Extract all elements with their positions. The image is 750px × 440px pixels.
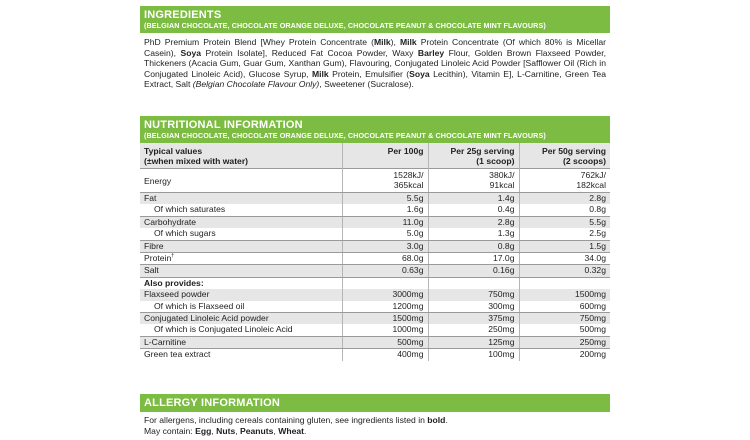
table-row (140, 301, 610, 313)
allergy-segment: Nuts (216, 426, 236, 436)
energy-per-25g: 380kJ/ 91kcal (428, 169, 519, 193)
typical-values-note: (±when mixed with water) (144, 156, 249, 166)
energy-per-50g: 762kJ/ 182kcal (519, 169, 610, 193)
value-per-25g: 1.3g (428, 228, 519, 240)
ingredient-segment: Barley (417, 47, 445, 58)
ingredient-segment: Lecithin), Vitamin E], L-Carnitine, Green Tea Extract, Salt (144, 68, 606, 90)
ingredients-header (140, 6, 610, 33)
per-50g-scoops: (2 scoops) (563, 156, 606, 166)
table-row (140, 253, 610, 265)
value-per-100g: 68.0g (342, 253, 428, 265)
value-per-25g: 1.4g (428, 193, 519, 205)
table-row (140, 240, 610, 252)
allergy-line-may-contain (144, 426, 606, 437)
value-per-100g: 500mg (342, 336, 428, 348)
empty-cell (428, 277, 519, 289)
table-row (140, 336, 610, 348)
nutrition-section (140, 116, 610, 361)
allergy-segment: . (304, 426, 307, 436)
ingredients-section (140, 6, 610, 90)
allergy-title: ALLERGY INFORMATION (144, 397, 280, 409)
ingredient-segment: Soya (409, 68, 430, 79)
table-row (140, 204, 610, 216)
allergy-header (140, 394, 610, 412)
ingredient-segment: Flour, Golden Brown Flaxseed Powder, Thickeners (Acacia Gum, Guar Gum, Xanthan Gum), Flavouring, Conjugated Linoleic Acid Powder [Safflower Oil (Rich in Conjugated Linoleic Acid), Glucose Syrup, (144, 47, 606, 79)
nutrition-header (140, 116, 610, 143)
table-row (140, 289, 610, 300)
value-per-25g: 300mg (428, 301, 519, 313)
nutrition-table (140, 143, 610, 361)
nutrition-subtitle: (BELGIAN CHOCOLATE, CHOCOLATE ORANGE DELUXE, CHOCOLATE PEANUT & CHOCOLATE MINT FLAVOURS) (144, 131, 546, 140)
ingredient-segment: ), (390, 37, 400, 47)
value-per-100g: 1200mg (342, 301, 428, 313)
value-per-25g: 0.4g (428, 204, 519, 216)
nutrition-table-header (140, 143, 610, 169)
allergy-text (140, 412, 610, 440)
empty-cell (519, 277, 610, 289)
row-label: Salt (140, 265, 342, 277)
per-100g-label: Per 100g (387, 146, 424, 156)
ingredient-segment: Protein Isolate], Reduced Fat Cocoa Powder, Waxy (201, 47, 418, 58)
ingredient-segment: Protein, Emulsifier ( (328, 68, 410, 79)
value-per-100g: 1000mg (342, 324, 428, 336)
allergy-segment: bold (427, 415, 446, 425)
value-per-100g: 0.63g (342, 265, 428, 277)
row-label: Carbohydrate (144, 216, 197, 227)
ingredient-segment: Soya (180, 47, 202, 58)
allergy-segment: Egg (195, 426, 212, 436)
ingredient-segment: Milk (373, 37, 391, 47)
allergy-segment: , (235, 426, 241, 436)
value-per-50g: 0.32g (519, 265, 610, 277)
value-per-25g: 17.0g (428, 253, 519, 265)
row-label: Green tea extract (144, 349, 211, 360)
per-50g-label: Per 50g serving (541, 146, 606, 156)
value-per-50g: 5.5g (519, 216, 610, 228)
ingredient-segment: , Sweetener (Sucralose). (319, 79, 414, 90)
value-per-50g: 600mg (519, 301, 610, 313)
value-per-100g: 3000mg (342, 289, 428, 300)
value-per-100g: 5.5g (342, 193, 428, 205)
value-per-25g: 2.8g (428, 216, 519, 228)
allergy-segment: For allergens, including cereals containing gluten, see ingredients listed in (144, 415, 428, 425)
value-per-25g: 0.16g (428, 265, 519, 277)
ingredient-segment: Milk (399, 37, 417, 47)
value-per-50g: 500mg (519, 324, 610, 336)
allergy-segment: Wheat (278, 426, 305, 436)
row-label: Energy (140, 169, 342, 193)
energy-per-100g: 1528kJ/ 365kcal (342, 169, 428, 193)
allergy-segment: Peanuts (240, 426, 274, 436)
value-per-50g: 200mg (519, 349, 610, 361)
table-row (140, 349, 610, 361)
value-per-25g: 250mg (428, 324, 519, 336)
value-per-100g: 5.0g (342, 228, 428, 240)
typical-values-header (140, 143, 342, 169)
table-row (140, 228, 610, 240)
value-per-100g: 1500mg (342, 313, 428, 325)
row-label: Of which sugars (140, 228, 342, 240)
value-per-100g: 400mg (342, 349, 428, 361)
allergy-segment: , (273, 426, 279, 436)
ingredient-segment: (Belgian Chocolate Flavour Only) (192, 79, 320, 90)
allergy-segment: . (445, 415, 448, 425)
ingredients-subtitle: (BELGIAN CHOCOLATE, CHOCOLATE ORANGE DELUXE, CHOCOLATE PEANUT & CHOCOLATE MINT FLAVOURS) (144, 21, 546, 30)
row-label: Of which is Flaxseed oil (140, 301, 342, 313)
table-row (140, 265, 610, 277)
ingredients-title: INGREDIENTS (144, 9, 222, 21)
row-label: Protein† (140, 253, 342, 265)
table-row (140, 216, 610, 228)
typical-values-label: Typical values (144, 146, 203, 156)
value-per-100g: 1.6g (342, 204, 428, 216)
table-row (140, 324, 610, 336)
table-row-energy (140, 169, 610, 193)
value-per-50g: 2.8g (519, 193, 610, 205)
per-25g-scoops: (1 scoop) (476, 156, 515, 166)
ingredient-segment: Protein Concentrate (Of which 80% is Micellar Casein), (144, 37, 607, 58)
empty-cell (342, 277, 428, 289)
value-per-50g: 2.5g (519, 228, 610, 240)
allergy-segment: May contain: (144, 426, 196, 436)
table-row (140, 193, 610, 205)
per-50g-header (519, 143, 610, 169)
row-label: Flaxseed powder (144, 289, 210, 300)
row-label: Of which saturates (140, 204, 342, 216)
allergy-line-allergens (144, 415, 606, 426)
row-label: Fibre (140, 240, 342, 252)
row-label: L-Carnitine (140, 336, 342, 348)
value-per-50g: 0.8g (519, 204, 610, 216)
row-label: Of which is Conjugated Linoleic Acid (140, 324, 342, 336)
per-25g-label: Per 25g serving (450, 146, 515, 156)
value-per-25g: 125mg (428, 336, 519, 348)
ingredient-segment: PhD Premium Protein Blend [Whey Protein Concentrate ( (144, 37, 374, 47)
value-per-100g: 11.0g (342, 216, 428, 228)
table-row (140, 313, 610, 325)
row-label: Fat (144, 193, 157, 203)
ingredients-list (140, 33, 610, 90)
value-per-50g: 34.0g (519, 253, 610, 265)
value-per-50g: 1500mg (519, 289, 610, 300)
value-per-25g: 375mg (428, 313, 519, 325)
also-provides-row (140, 277, 610, 289)
nutrition-title: NUTRITIONAL INFORMATION (144, 119, 303, 131)
per-100g-header (342, 143, 428, 169)
row-label: Conjugated Linoleic Acid powder (144, 313, 269, 324)
value-per-25g: 0.8g (428, 240, 519, 252)
value-per-50g: 1.5g (519, 240, 610, 252)
value-per-50g: 750mg (519, 313, 610, 325)
ingredient-segment: Milk (311, 68, 329, 79)
per-25g-header (428, 143, 519, 169)
also-provides-label: Also provides: (144, 277, 204, 288)
value-per-100g: 3.0g (342, 240, 428, 252)
allergy-section (140, 394, 610, 440)
allergy-segment: , (211, 426, 217, 436)
value-per-25g: 100mg (428, 349, 519, 361)
value-per-50g: 250mg (519, 336, 610, 348)
value-per-25g: 750mg (428, 289, 519, 300)
footnote-marker: † (171, 253, 175, 260)
